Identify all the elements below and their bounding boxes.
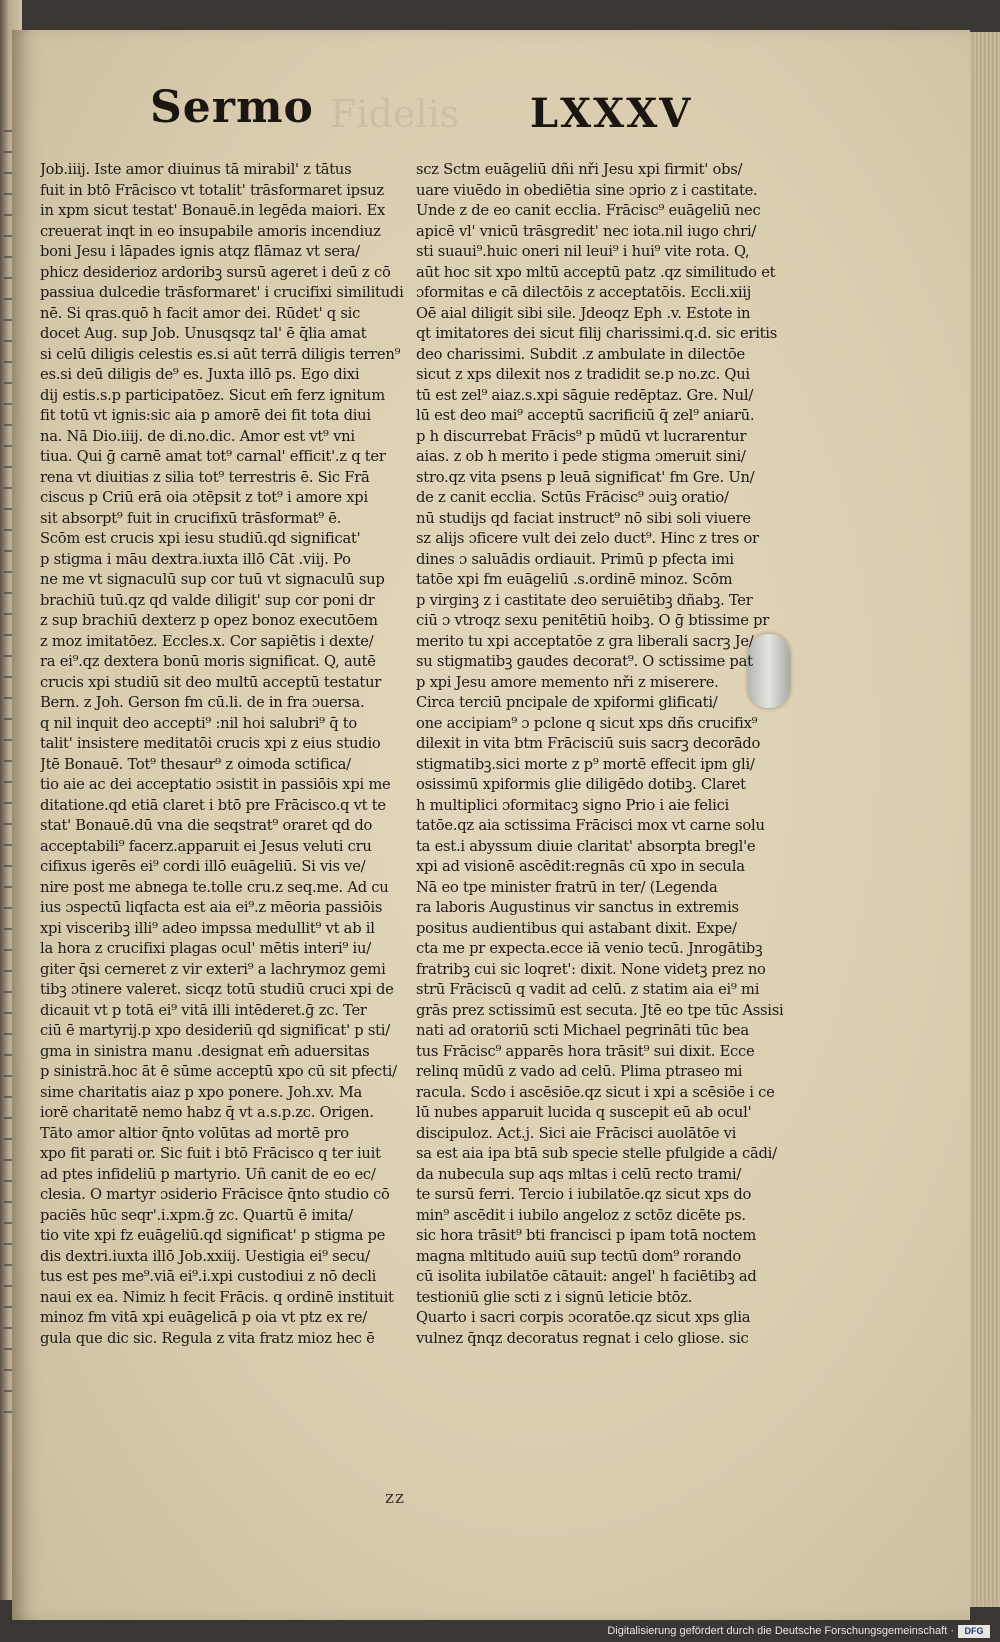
text-line: ad ptes infideliū p martyrio. Uñ canit de eo ec/ <box>40 1165 376 1183</box>
text-line: passiua dulcedie trāsformaret' i crucifixi similitudi <box>40 284 404 301</box>
text-line: tibꝫ ɔtinere valeret. sicqz totū studiū cruci xpi de <box>40 981 394 998</box>
text-line: na. Nā Dio.iiij. de di.no.dic. Amor est vt⁹ vni <box>40 427 355 445</box>
text-line: aias. z ob h merito i pede stigma ɔmeruit sini/ <box>416 448 746 465</box>
text-line: naui ex ea. Nimiz h fecit Frācis. q ordinē instituit <box>40 1288 394 1306</box>
text-line: nū studijs qd faciat instruct⁹ nō sibi soli viuere <box>416 509 751 527</box>
text-line: tū est zel⁹ aiaz.s.xpi sāguie redēptaz. Gre. Nul/ <box>416 386 754 404</box>
text-line: boni Jesu i lāpades ignis atqz flāmaz vt sera/ <box>40 243 360 260</box>
text-line: Quarto i sacri corpis ɔcoratōe.qz sicut xps glia <box>416 1309 751 1326</box>
text-line: z sup brachiū dexterz p opez bonoz executōem <box>40 612 378 629</box>
text-line: minoz fm vitā xpi euāgelicā p oia vt ptz ex re/ <box>40 1309 367 1326</box>
text-line: te sursū ferri. Tercio i iubilatōe.qz sicut xps do <box>416 1186 752 1203</box>
text-line: dilexit in vita btm Frācisciū suis sacrꝫ decorādo <box>416 735 761 752</box>
text-line: sit absorpt⁹ fuit in crucifixū trāsformat⁹ ē. <box>40 509 342 527</box>
text-line: ra ei⁹.qz dextera bonū moris significat. Q, autē <box>40 653 376 670</box>
text-line: gula que dic sic. Regula z vita fratz mioz hec ē <box>40 1329 375 1347</box>
text-line: paciēs hūc seqr'.i.xpm.ḡ zc. Quartū ē imita/ <box>40 1206 353 1224</box>
text-line: nati ad oratoriū scti Michael pegrināti tūc bea <box>416 1022 749 1039</box>
text-line: ciū ɔ vtroqz sexu penitētiū hoibꝫ. O ḡ btissime pr <box>416 612 770 629</box>
text-line: Job.iiij. Iste amor diuinus tā mirabil' z tātus <box>40 161 352 178</box>
text-line: discipuloz. Act.j. Sici aie Frācisci auolātōe vi <box>416 1124 737 1142</box>
text-line: racula. Scdo i ascēsiōe.qz sicut i xpi a scēsiōe i ce <box>416 1083 775 1101</box>
text-line: cta me pr expecta.ecce iā venio tecū. Jnrogātibꝫ <box>416 940 763 957</box>
text-line: h multiplici ɔformitacꝫ signo Prio i aie felici <box>416 796 730 814</box>
text-line: p stigma i māu dextra.iuxta illō Cāt .viij. Po <box>40 550 351 568</box>
text-line: tus est pes me⁹.viā ei⁹.i.xpi custodiui z nō decli <box>40 1268 377 1285</box>
text-line: fuit in btō Frācisco vt totalit' trāsformaret ipsuz <box>40 181 384 199</box>
text-line: dij estis.s.p participatōez. Sicut em̄ ferz ignitum <box>40 386 385 404</box>
text-line: scz Sctm euāgeliū dñi nři Jesu xpi firmit' obs/ <box>416 161 743 178</box>
text-line: rena vt diuitias z silia tot⁹ terrestris ē. Sic Frā <box>40 468 370 486</box>
text-line: uare viuēdo in obediētia sine ɔprio z i castitate. <box>416 181 758 199</box>
text-line: tus Frācisc⁹ apparēs hora trāsit⁹ sui dixit. Ecce <box>416 1042 755 1060</box>
text-line: apicē vl' vnicū trāsgredit' nec iota.nil iugo chri/ <box>416 222 757 240</box>
folio-number: LXXXV <box>530 90 693 137</box>
text-line: fratribꝫ cui sic loqret': dixit. None videtꝫ prez no <box>416 960 766 978</box>
text-line: ra laboris Augustinus vir sanctus in extremis <box>416 899 739 916</box>
text-line: ciscus p Criū erā oia ɔtēpsit z tot⁹ i amore xpi <box>40 489 368 506</box>
text-line: brachiū tuū.qz qd valde diligit' sup cor poni dr <box>40 591 375 609</box>
text-line: es.si deū diligis de⁹ es. Juxta illō ps. Ego dixi <box>40 366 360 383</box>
text-line: ciū ē martyrij.p xpo desideriū qd significat' p sti/ <box>40 1022 390 1039</box>
page-stack-edge <box>970 32 1000 1607</box>
text-line: Circa terciū pncipale de xpiformi glificati/ <box>416 694 718 711</box>
text-line: q nil inquit deo accepti⁹ :nil hoi salubri⁹ q̄ to <box>40 714 358 732</box>
text-line: tatōe.qz aia sctissima Frācisci mox vt carne solu <box>416 817 765 834</box>
dfg-logo: DFG <box>958 1625 990 1638</box>
text-line: Bern. z Joh. Gerson fm cū.li. de in fra ɔuersa. <box>40 694 365 711</box>
text-line: p xpi Jesu amore memento nři z miserere. <box>416 673 719 691</box>
text-line: Jtē Bonauē. Tot⁹ thesaur⁹ z oimoda sctifica/ <box>40 755 351 773</box>
text-line: Unde z de eo canit ecclia. Frācisc⁹ euāgeliū nec <box>416 202 761 219</box>
running-header-left: Sermo <box>150 82 314 133</box>
text-column-left <box>40 160 420 1349</box>
text-line: tio vite xpi fz euāgeliū.qd significat' p stigma pe <box>40 1227 386 1244</box>
text-line: sti suaui⁹.huic oneri nil leui⁹ i hui⁹ vite rota. Q, <box>416 243 750 260</box>
text-line: nē. Si qras.quō h facit amor dei. Rūdet' q sic <box>40 304 361 322</box>
text-line: Scōm est crucis xpi iesu studiū.qd significat' <box>40 530 361 547</box>
text-line: stat' Bonauē.dū vna die seqstrat⁹ oraret qd do <box>40 817 373 834</box>
text-line: Oē aial diligit sibi sile. Jdeoqz Eph .v. Estote in <box>416 304 751 322</box>
text-line: phicz desiderioz ardoribꝫ sursū ageret i deū z cō <box>40 263 391 281</box>
text-line: stro.qz vita psens p leuā significat' fm Gre. Un/ <box>416 468 755 486</box>
text-line: testioniū glie scti z i signū leticie btōz. <box>416 1288 693 1306</box>
text-line: clesia. O martyr ɔsiderio Frācisce q̄nto studio cō <box>40 1186 390 1203</box>
text-line: ne me vt signaculū sup cor tuū vt signaculū sup <box>40 571 385 588</box>
text-line: xpi visceribꝫ illi⁹ adeo impssa medullit⁹ vt ab il <box>40 919 375 937</box>
text-line: p sinistrā.hoc āt ē sūme acceptū xpo cū sit pfecti/ <box>40 1063 397 1080</box>
text-line: in xpm sicut testat' Bonauē.in legēda maiori. Ex <box>40 202 386 219</box>
text-line: strū Frāciscū q vadit ad celū. z statim aia ei⁹ mi <box>416 981 760 998</box>
text-line: fit totū vt ignis:sic aia p amorē dei fit tota diui <box>40 407 371 424</box>
text-line: qt imitatores dei sicut filij charissimi.q.d. sic eritis <box>416 325 778 342</box>
text-line: ta est.i abyssum diuie claritat' absorpta bregl'e <box>416 837 756 855</box>
text-line: de z canit ecclia. Sctūs Frācisc⁹ ɔuiꝫ oratio/ <box>416 489 729 506</box>
text-line: p virginꝫ z i castitate deo seruiētibꝫ dñabꝫ. Ter <box>416 591 753 609</box>
text-line: osissimū xpiformis glie diligēdo dotibꝫ. Claret <box>416 776 746 793</box>
text-line: cū isolita iubilatōe cātauit: angel' h faciētibꝫ ad <box>416 1268 757 1285</box>
text-line: tio aie ac dei acceptatio ɔsistit in passiōis xpi me <box>40 776 391 793</box>
text-line: xpo fit parati or. Sic fuit i btō Frācisco q ter iuit <box>40 1145 381 1162</box>
signature-mark: zz <box>385 1488 405 1508</box>
text-line: acceptabili⁹ facerz.apparuit ei Jesus veluti cru <box>40 837 372 855</box>
text-line: z moz imitatōez. Eccles.x. Cor sapiētis i dexte/ <box>40 632 374 650</box>
text-line: ditatione.qd etiā claret i btō pre Frācisco.q vt te <box>40 796 386 814</box>
text-line: p h discurrebat Frācis⁹ p mūdū vt lucrarentur <box>416 427 747 445</box>
text-line: lū est deo mai⁹ acceptū sacrificiū q̄ zel⁹ aniarū. <box>416 407 755 424</box>
text-line: grās prez sctissimū est secuta. Jtē eo tpe tūc Assisi <box>416 1001 784 1019</box>
text-line: creuerat inqt in eo insupabile amoris incendiuz <box>40 222 381 240</box>
text-line: vulnez q̄nqz decoratus regnat i celo gliose. sic <box>416 1329 749 1347</box>
text-line: tiua. Qui ḡ carnē amat tot⁹ carnal' efficit'.z q ter <box>40 448 386 465</box>
text-line: ius ɔspectū liqfacta est aia ei⁹.z mēoria passiōis <box>40 899 383 916</box>
text-line: relinq mūdū z vado ad celū. Plima ptraseo mi <box>416 1063 743 1080</box>
text-line: dis dextri.iuxta illō Job.xxiij. Uestigia ei⁹ secu/ <box>40 1247 370 1265</box>
text-line: magna mltitudo auiū sup tectū dom⁹ rorando <box>416 1247 742 1265</box>
text-line: sic hora trāsit⁹ bti francisci p ipam totā noctem <box>416 1227 757 1244</box>
text-line: deo charissimi. Subdit .z ambulate in dilectōe <box>416 345 745 363</box>
text-line: da nubecula sup aqs mltas i celū recto trami/ <box>416 1165 742 1183</box>
text-line: sicut z xps dilexit nos z tradidit se.p no.zc. Qui <box>416 366 750 383</box>
footer-credit: Digitalisierung gefördert durch die Deutsche Forschungsgemeinschaft · <box>607 1625 954 1637</box>
text-line: dines ɔ saluādis ordiauit. Primū p pfecta imi <box>416 550 734 568</box>
text-line: tatōe xpi fm euāgeliū .s.ordinē minoz. Scōm <box>416 571 733 588</box>
text-line: aūt hoc sit xpo mltū acceptū patz .qz similitudo et <box>416 263 776 281</box>
text-line: ɔformitas e cā dilectōis z acceptatōis. Eccli.xiij <box>416 284 752 301</box>
text-line: gma in sinistra manu .designat em̄ aduersitas <box>40 1042 370 1060</box>
text-line: talit' insistere meditatōi crucis xpi z eius studio <box>40 735 381 752</box>
text-line: la hora z crucifixi plagas ocul' mētis interi⁹ iu/ <box>40 940 371 957</box>
show-through-ghost: Fidelis <box>330 92 460 136</box>
text-line: docet Aug. sup Job. Unusqsqz tal' ē q̄lia amat <box>40 325 367 342</box>
text-line: min⁹ ascēdit i iubilo angeloz z sctōz dicēte ps. <box>416 1206 746 1224</box>
text-line: cifixus igerēs ei⁹ cordi illō euāgeliū. Si vis ve/ <box>40 858 366 875</box>
text-line: one accipiam⁹ ɔ pclone q sicut xps dñs crucifix⁹ <box>416 714 758 732</box>
text-line: stigmatibꝫ.sici morte z p⁹ mortē effecit ipm gli/ <box>416 755 755 773</box>
text-line: Tāto amor altior q̄nto volūtas ad mortē pro <box>40 1124 349 1142</box>
text-line: nire post me abnega te.tolle cru.z seq.me. Ad cu <box>40 878 389 896</box>
text-line: lū nubes apparuit lucida q suscepit eū ab ocul' <box>416 1104 752 1121</box>
text-line: iorē charitatē nemo habz q̄ vt a.s.p.zc. Origen. <box>40 1104 374 1121</box>
text-line: merito tu xpi acceptatōe z gra liberali sacrꝫ Je/ <box>416 632 754 650</box>
text-line: sime charitatis aiaz p xpo ponere. Joh.xv. Ma <box>40 1083 363 1101</box>
text-line: sa est aia ipa btā sub specie stelle pfulgide a cādi/ <box>416 1145 777 1162</box>
text-line: giter q̄si cerneret z vir exteri⁹ a lachrymoz gemi <box>40 960 386 978</box>
text-line: Nā eo tpe minister fratrū in ter/ (Legenda <box>416 878 718 896</box>
text-column-right <box>416 160 796 1349</box>
text-line: su stigmatibꝫ gaudes decorat⁹. O sctissime pat <box>416 653 753 670</box>
text-line: si celū diligis celestis es.si aūt terrā diligis terren⁹ <box>40 345 401 363</box>
text-line: crucis xpi studiū sit deo multū acceptū testatur <box>40 673 382 691</box>
text-line: positus audientibus qui astabant dixit. Expe/ <box>416 919 737 937</box>
text-line: dicauit vt p totā ei⁹ vitā illi intēderet.ḡ zc. Ter <box>40 1001 367 1019</box>
text-line: sz alijs ɔficere vult dei zelo duct⁹. Hinc z tres or <box>416 530 759 547</box>
text-line: xpi ad visionē ascēdit:regnās cū xpo in secula <box>416 858 745 875</box>
